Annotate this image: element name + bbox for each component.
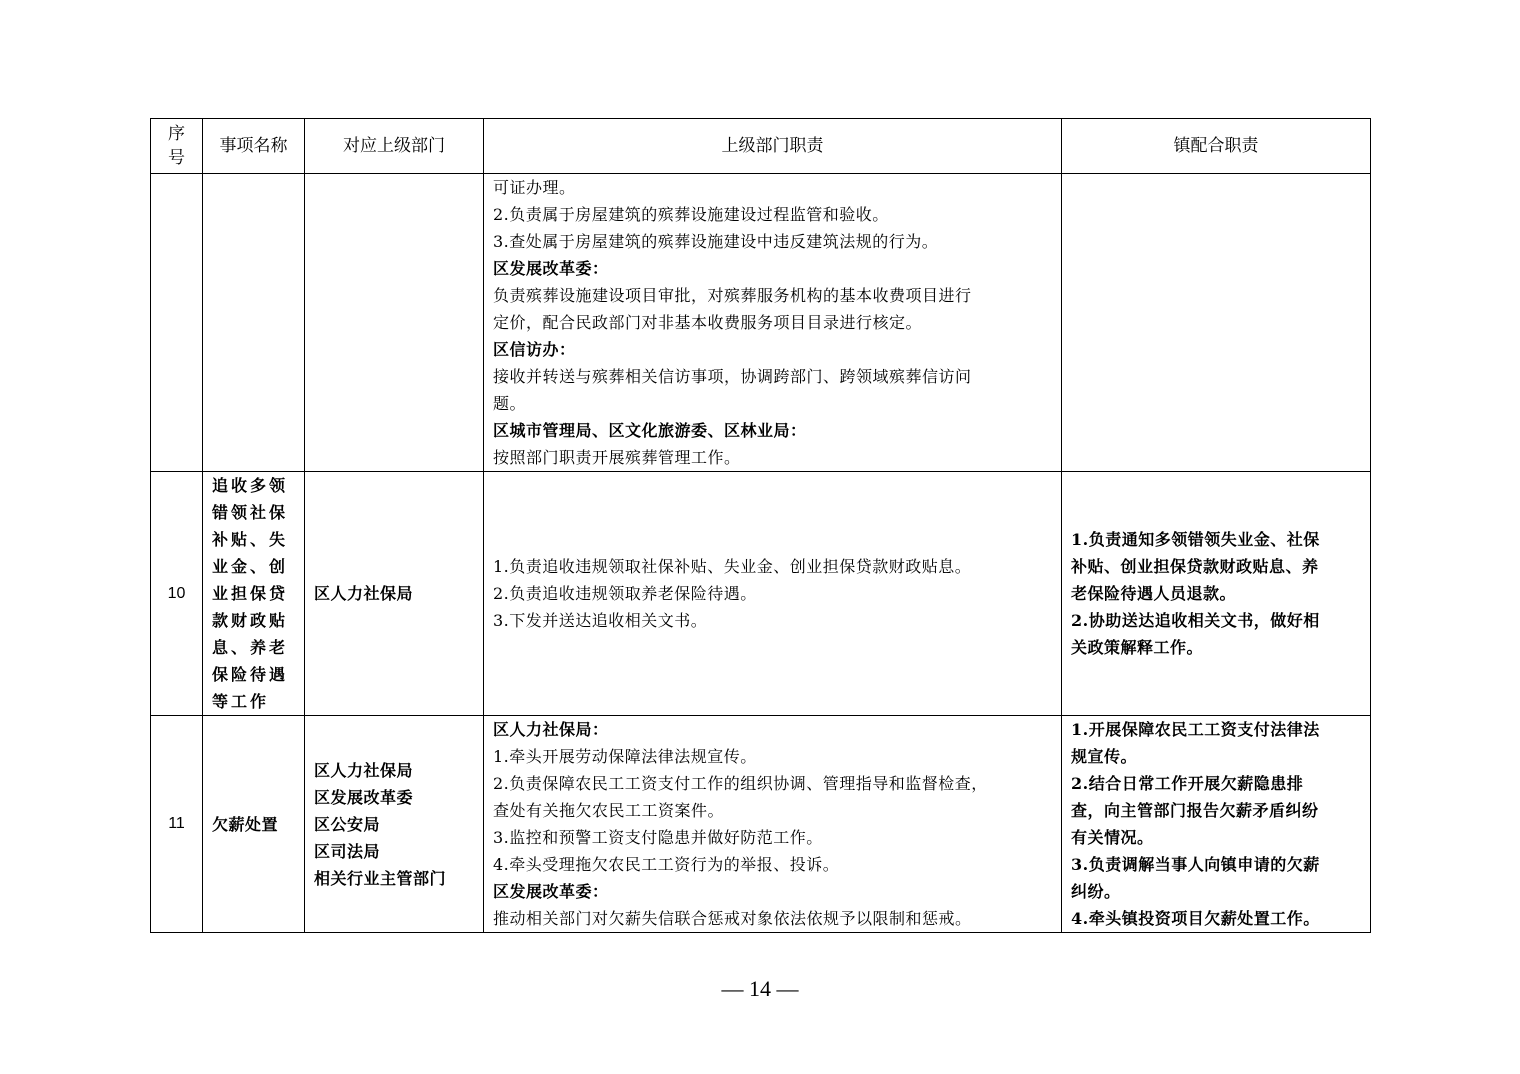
row11-town-line: 4.牵头镇投资项目欠薪处置工作。 (1071, 909, 1320, 928)
row11-upper-line: 3.监控和预警工资支付隐患并做好防范工作。 (493, 828, 823, 847)
row10-upper-line: 1.负责追收违规领取社保补贴、失业金、创业担保贷款财政贴息。 (493, 557, 972, 576)
row10-town-line: 1.负责通知多领错领失业金、社保 (1071, 530, 1320, 549)
cont-upper-line: 可证办理。 (493, 178, 576, 197)
row11-dept (305, 716, 484, 933)
header-dept: 对应上级部门 (305, 119, 484, 174)
row11-town-line: 查，向主管部门报告欠薪矛盾纠纷 (1071, 801, 1319, 820)
row10-town-line: 关政策解释工作。 (1071, 638, 1204, 657)
table-row-continuation (151, 174, 1371, 472)
cont-upper-line: 接收并转送与殡葬相关信访事项，协调跨部门、跨领域殡葬信访问 (493, 367, 972, 386)
row10-upper (484, 472, 1062, 716)
row10-dept (305, 472, 484, 716)
cont-upper-line: 定价，配合民政部门对非基本收费服务项目目录进行核定。 (493, 313, 923, 332)
cont-dept-cell (305, 174, 484, 472)
row10-name-line: 保险待遇 (212, 665, 289, 684)
row10-seq: 10 (151, 472, 203, 716)
row10-name-line: 息、养老 (212, 638, 289, 657)
cont-upper-line: 3.查处属于房屋建筑的殡葬设施建设中违反建筑法规的行为。 (493, 232, 939, 251)
row11-town-line: 2.结合日常工作开展欠薪隐患排 (1071, 774, 1304, 793)
row11-upper-line: 查处有关拖欠农民工工资案件。 (493, 801, 725, 820)
row11-upper-line: 区发展改革委： (493, 882, 609, 901)
header-name: 事项名称 (203, 119, 305, 174)
row10-name (203, 472, 305, 716)
cont-upper-line: 题。 (493, 394, 527, 413)
row11-dept-line: 区人力社保局 (314, 760, 414, 780)
cont-upper-cell (484, 174, 1062, 472)
row11-name-line: 欠薪处置 (212, 814, 279, 834)
header-seq-char: 序 (168, 124, 185, 144)
cont-upper-line: 区城市管理局、区文化旅游委、区林业局： (493, 421, 807, 440)
header-town: 镇配合职责 (1062, 119, 1371, 174)
table-row-10 (151, 472, 1371, 716)
cont-seq-cell (151, 174, 203, 472)
row11-upper-line: 区人力社保局： (493, 720, 609, 739)
cont-upper-line: 区信访办： (493, 340, 576, 359)
table-row-11 (151, 716, 1371, 933)
row11-town-line: 规宣传。 (1071, 747, 1138, 766)
cont-upper-line: 2.负责属于房屋建筑的殡葬设施建设过程监管和验收。 (493, 205, 889, 224)
header-row (151, 119, 1371, 174)
row11-dept-line: 区司法局 (314, 841, 381, 861)
row11-dept-line: 区公安局 (314, 814, 381, 834)
row11-town (1062, 716, 1371, 933)
cont-upper-line: 按照部门职责开展殡葬管理工作。 (493, 448, 741, 467)
cont-upper-line: 负责殡葬设施建设项目审批，对殡葬服务机构的基本收费项目进行 (493, 286, 972, 305)
duty-table (150, 118, 1371, 933)
row11-upper (484, 716, 1062, 933)
row10-name-line: 等工作 (212, 692, 270, 711)
row11-upper-line: 1.牵头开展劳动保障法律法规宣传。 (493, 747, 757, 766)
row11-town-line: 有关情况。 (1071, 828, 1154, 847)
row11-town-line: 纠纷。 (1071, 882, 1121, 901)
row10-upper-line: 3.下发并送达追收相关文书。 (493, 611, 708, 630)
row11-dept-line: 相关行业主管部门 (314, 868, 447, 888)
row11-dept-line: 区发展改革委 (314, 787, 414, 807)
row10-upper-line: 2.负责追收违规领取养老保险待遇。 (493, 584, 757, 603)
row10-town-line: 补贴、创业担保贷款财政贴息、养 (1071, 557, 1319, 576)
header-seq (151, 119, 203, 174)
cont-town-cell (1062, 174, 1371, 472)
row10-name-line: 补贴、失 (212, 530, 289, 549)
row10-dept-line: 区人力社保局 (314, 584, 414, 603)
cont-upper-line: 区发展改革委： (493, 259, 609, 278)
row11-upper-line: 推动相关部门对欠薪失信联合惩戒对象依法依规予以限制和惩戒。 (493, 909, 972, 928)
row10-name-line: 追收多领 (212, 476, 289, 495)
row11-upper-line: 2.负责保障农民工工资支付工作的组织协调、管理指导和监督检查， (493, 774, 988, 793)
header-seq-char: 号 (168, 148, 185, 168)
page-number: — 14 — (721, 976, 799, 1001)
row10-name-line: 业金、创 (212, 557, 289, 576)
row11-seq: 11 (151, 716, 203, 933)
row10-name-line: 错领社保 (212, 503, 289, 522)
row10-town-line: 2.协助送达追收相关文书，做好相 (1071, 611, 1320, 630)
header-upper: 上级部门职责 (484, 119, 1062, 174)
row10-town-line: 老保险待遇人员退款。 (1071, 584, 1237, 603)
row11-town-line: 1.开展保障农民工工资支付法律法 (1071, 720, 1320, 739)
row10-town (1062, 472, 1371, 716)
row10-name-line: 款财政贴 (212, 611, 289, 630)
row11-town-line: 3.负责调解当事人向镇申请的欠薪 (1071, 855, 1320, 874)
row10-name-line: 业担保贷 (212, 584, 289, 603)
cont-name-cell (203, 174, 305, 472)
row11-name (203, 716, 305, 933)
row11-upper-line: 4.牵头受理拖欠农民工工资行为的举报、投诉。 (493, 855, 840, 874)
